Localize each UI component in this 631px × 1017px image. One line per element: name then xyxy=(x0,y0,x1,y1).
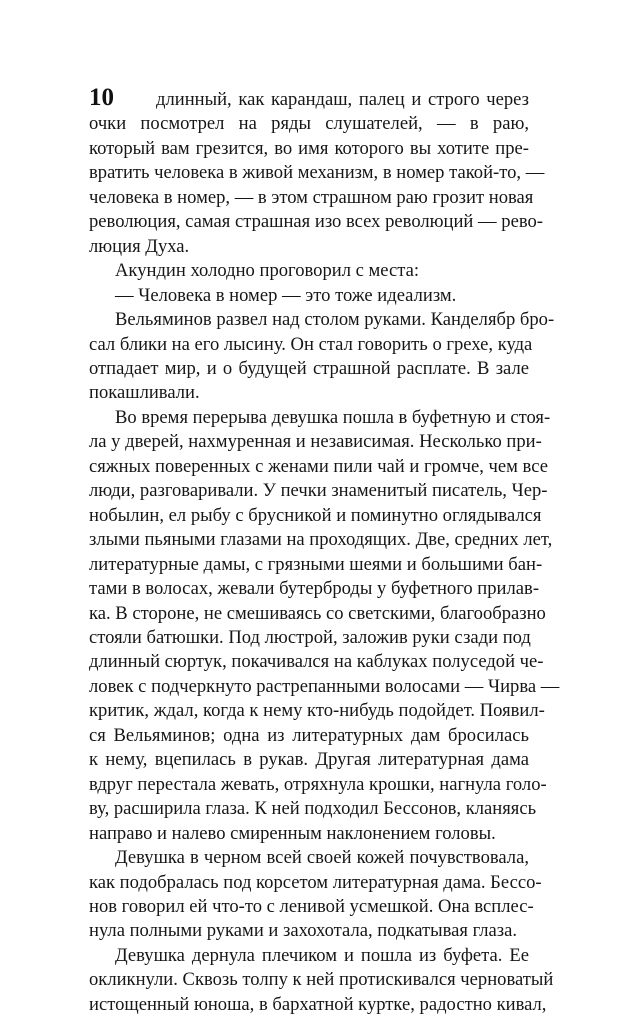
text-line: — Человека в номер — это тоже идеализм. xyxy=(115,284,457,306)
text-line: нов говорил ей что-то с ленивой усмешкой. Она всплес- xyxy=(89,895,534,917)
text-line: вдруг перестала жевать, отряхнула крошки, нагнула голо- xyxy=(89,773,547,795)
text-line: истощенный юноша, в бархатной куртке, радостно кивал, xyxy=(89,993,547,1015)
text-line: как подобралась под корсетом литературная дама. Бессо- xyxy=(89,871,542,893)
text-line: очки посмотрел на ряды слушателей, — в раю, xyxy=(89,113,529,135)
text-line: Девушка дернула плечиком и пошла из буфета. Ее xyxy=(115,944,529,966)
paragraph xyxy=(89,944,554,1017)
text-line: Девушка в черном всей своей кожей почувствовала, xyxy=(115,847,529,869)
text-line: сяжных поверенных с женами пили чай и громче, чем все xyxy=(89,455,548,477)
text-line: стояли батюшки. Под люстрой, заложив руки сзади под xyxy=(89,626,531,648)
text-line: злыми пьяными глазами на проходящих. Две, средних лет, xyxy=(89,529,553,551)
text-line: длинный сюртук, покачивался на каблуках полуседой че- xyxy=(89,651,544,673)
text-line: ву, расширила глаза. К ней подходил Бессонов, кланяясь xyxy=(89,798,537,820)
paragraph xyxy=(89,259,529,283)
text-line: Акундин холодно проговорил с места: xyxy=(115,260,420,282)
text-line: ся Вельяминов; одна из литературных дам бросилась xyxy=(89,724,529,746)
text-line: сал блики на его лысину. Он стал говорить о грехе, куда xyxy=(89,333,533,355)
text-line: к нему, вцепилась в рукав. Другая литературная дама xyxy=(89,749,529,771)
text-line: ла у дверей, нахмуренная и независимая. Несколько при- xyxy=(89,431,542,453)
text-line: который вам грезится, во имя которого вы хотите пре- xyxy=(89,137,529,159)
text-line: ловек с подчеркнуто растрепанными волосами — Чирва — xyxy=(89,675,560,697)
text-line: Вельяминов развел над столом руками. Канделябр бро- xyxy=(115,309,555,331)
text-line: люция Духа. xyxy=(89,235,190,257)
text-line: вратить человека в живой механизм, в номер такой-то, — xyxy=(89,162,545,184)
page-number: 10 xyxy=(89,84,114,111)
text-line: Во время перерыва девушка пошла в буфетную и стоя- xyxy=(115,406,551,428)
body-text xyxy=(89,88,560,1017)
text-line: критик, ждал, когда к нему кто-нибудь подойдет. Появил- xyxy=(89,700,545,722)
text-line: отпадает мир, и о будущей страшной расплате. В зале xyxy=(89,357,529,379)
text-line: нула полными руками и захохотала, подкатывая глаза. xyxy=(89,920,518,942)
text-line: покашливали. xyxy=(89,382,200,404)
text-line: тами в волосах, жевали бутерброды у буфетного прилав- xyxy=(89,578,540,600)
text-line: человека в номер, — в этом страшном раю грозит новая xyxy=(89,186,534,208)
paragraph xyxy=(89,88,545,259)
text-line: нобылин, ел рыбу с брусникой и поминутно оглядывался xyxy=(89,504,542,526)
text-line: революция, самая страшная изо всех революций — рево- xyxy=(89,211,543,233)
text-line: окликнули. Сквозь толпу к ней протискивался черноватый xyxy=(89,969,554,991)
paragraph xyxy=(89,284,529,308)
text-line: ка. В стороне, не смешиваясь со светскими, благообразно xyxy=(89,602,546,624)
text-line: литературные дамы, с грязными шеями и большими бан- xyxy=(89,553,543,575)
paragraph xyxy=(89,308,555,406)
text-line: люди, разговаривали. У печки знаменитый писатель, Чер- xyxy=(89,480,548,502)
paragraph xyxy=(89,406,560,846)
paragraph xyxy=(89,846,542,944)
text-line: направо и налево смиренным наклонением головы. xyxy=(89,822,496,844)
text-line: длинный, как карандаш, палец и строго через xyxy=(156,89,529,110)
